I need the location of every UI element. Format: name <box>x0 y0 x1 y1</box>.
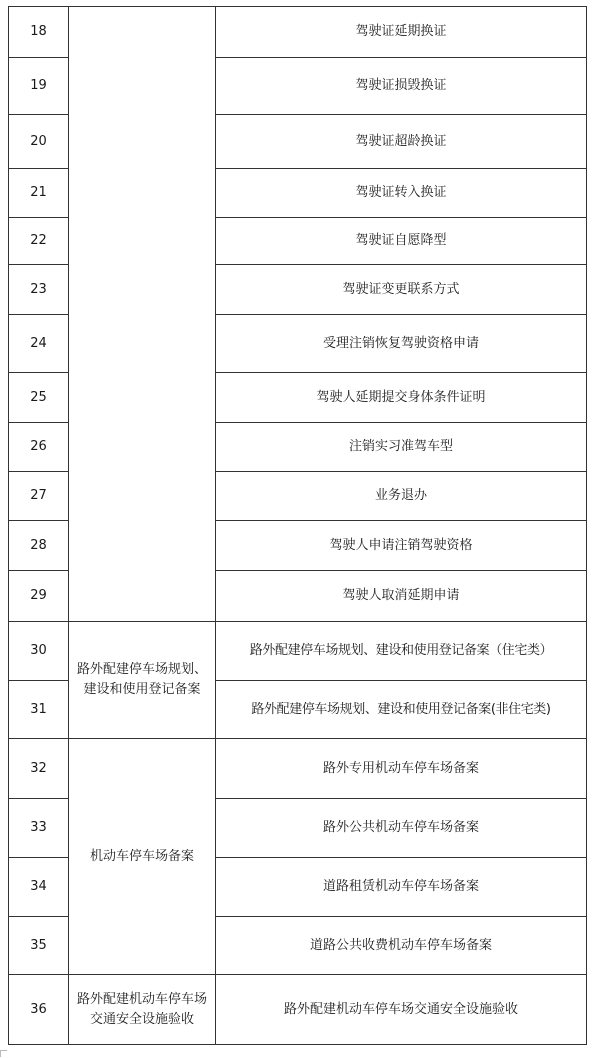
category-cell-parking-registration: 路外配建停车场规划、建设和使用登记备案 <box>69 622 216 739</box>
row-number: 33 <box>9 799 69 858</box>
row-number: 34 <box>9 858 69 917</box>
row-number: 25 <box>9 373 69 423</box>
row-number: 26 <box>9 423 69 472</box>
row-number: 31 <box>9 681 69 739</box>
item-name: 路外公共机动车停车场备案 <box>216 799 587 858</box>
category-cell-license <box>69 7 216 622</box>
row-number: 23 <box>9 265 69 315</box>
item-name: 驾驶证转入换证 <box>216 169 587 218</box>
row-number: 27 <box>9 472 69 521</box>
item-name: 道路租赁机动车停车场备案 <box>216 858 587 917</box>
category-cell-safety-acceptance: 路外配建机动车停车场交通安全设施验收 <box>69 975 216 1045</box>
item-name: 驾驶证延期换证 <box>216 7 587 58</box>
row-number: 19 <box>9 58 69 115</box>
item-name: 路外配建停车场规划、建设和使用登记备案(非住宅类) <box>216 681 587 739</box>
table-row <box>9 622 587 681</box>
item-name: 路外配建机动车停车场交通安全设施验收 <box>216 975 587 1045</box>
item-name: 驾驶证变更联系方式 <box>216 265 587 315</box>
row-number: 29 <box>9 571 69 622</box>
service-items-table <box>8 6 587 1045</box>
row-number: 20 <box>9 115 69 169</box>
item-name: 驾驶证损毁换证 <box>216 58 587 115</box>
item-name: 业务退办 <box>216 472 587 521</box>
category-cell-parking-filing: 机动车停车场备案 <box>69 739 216 975</box>
row-number: 24 <box>9 315 69 373</box>
item-name: 驾驶人延期提交身体条件证明 <box>216 373 587 423</box>
row-number: 28 <box>9 521 69 571</box>
item-name: 路外专用机动车停车场备案 <box>216 739 587 799</box>
row-number: 30 <box>9 622 69 681</box>
item-name: 受理注销恢复驾驶资格申请 <box>216 315 587 373</box>
item-name: 注销实习准驾车型 <box>216 423 587 472</box>
item-name: 驾驶证超龄换证 <box>216 115 587 169</box>
page-corner-mark <box>0 1050 7 1057</box>
table-row <box>9 739 587 799</box>
item-name: 路外配建停车场规划、建设和使用登记备案（住宅类） <box>216 622 587 681</box>
row-number: 32 <box>9 739 69 799</box>
row-number: 18 <box>9 7 69 58</box>
item-name: 驾驶证自愿降型 <box>216 218 587 265</box>
item-name: 驾驶人取消延期申请 <box>216 571 587 622</box>
item-name: 道路公共收费机动车停车场备案 <box>216 917 587 975</box>
row-number: 36 <box>9 975 69 1045</box>
item-name: 驾驶人申请注销驾驶资格 <box>216 521 587 571</box>
table-row <box>9 975 587 1045</box>
row-number: 21 <box>9 169 69 218</box>
row-number: 35 <box>9 917 69 975</box>
row-number: 22 <box>9 218 69 265</box>
table-row <box>9 7 587 58</box>
